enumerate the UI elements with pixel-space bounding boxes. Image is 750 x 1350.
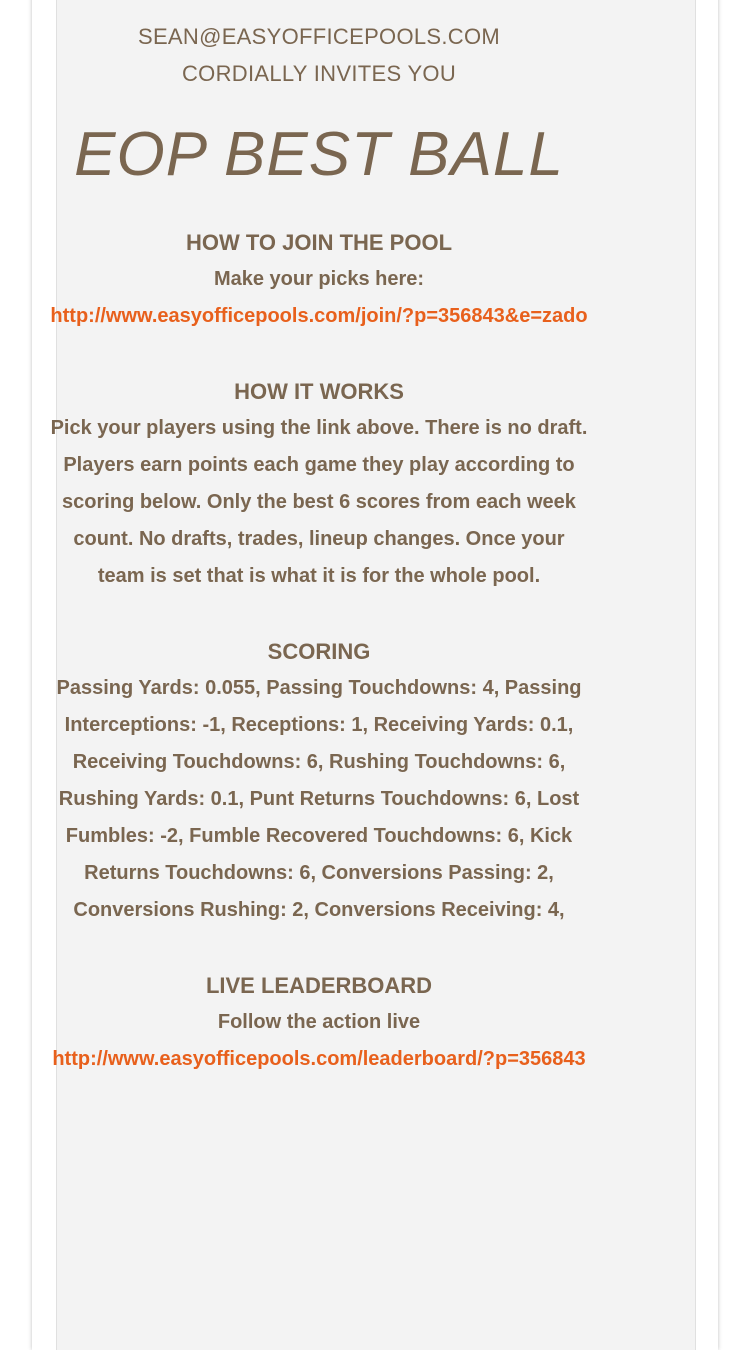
scoring-text: Passing Yards: 0.055, Passing Touchdowns: 4, Passing Interceptions: -1, Receptions: 1, Receiving Yards: 0.1, Receiving Touchdowns: 6, Rushing Touchdowns: 6, Rushing Yards: 0.1, Punt Returns Touchdowns: 6, Lost Fumbles: -2, Fumble Recovered Touchdowns: 6, Kick Returns Touchdowns: 6, Conversions Passing: 2, Conversions Rushing: 2, Conversions Receiving: 4,: [56, 677, 582, 921]
scoring-heading: SCORING: [267, 639, 371, 664]
join-heading: HOW TO JOIN THE POOL: [185, 230, 453, 255]
works-heading: HOW IT WORKS: [234, 379, 404, 404]
works-text: Pick your players using the link above. There is no draft. Players earn points each game they play according to scoring below. Only the best 6 scores from each week count. No drafts, trades, lineup changes. Once your team is set that is what it is for the whole pool.: [50, 417, 588, 587]
pool-title: EOP BEST BALL: [74, 120, 564, 189]
join-link[interactable]: http://www.easyofficepools.com/join/?p=356843&e=zado: [50, 305, 588, 327]
leaderboard-heading: LIVE LEADERBOARD: [205, 973, 433, 998]
invite-content: [50, 18, 588, 1078]
join-text: Make your picks here:: [213, 268, 425, 290]
sender-email: SEAN@EASYOFFICEPOOLS.COM: [137, 24, 501, 49]
leaderboard-text: Follow the action live: [217, 1011, 421, 1033]
leaderboard-link[interactable]: http://www.easyofficepools.com/leaderboard/?p=356843: [52, 1048, 586, 1070]
invite-line: CORDIALLY INVITES YOU: [181, 61, 457, 86]
